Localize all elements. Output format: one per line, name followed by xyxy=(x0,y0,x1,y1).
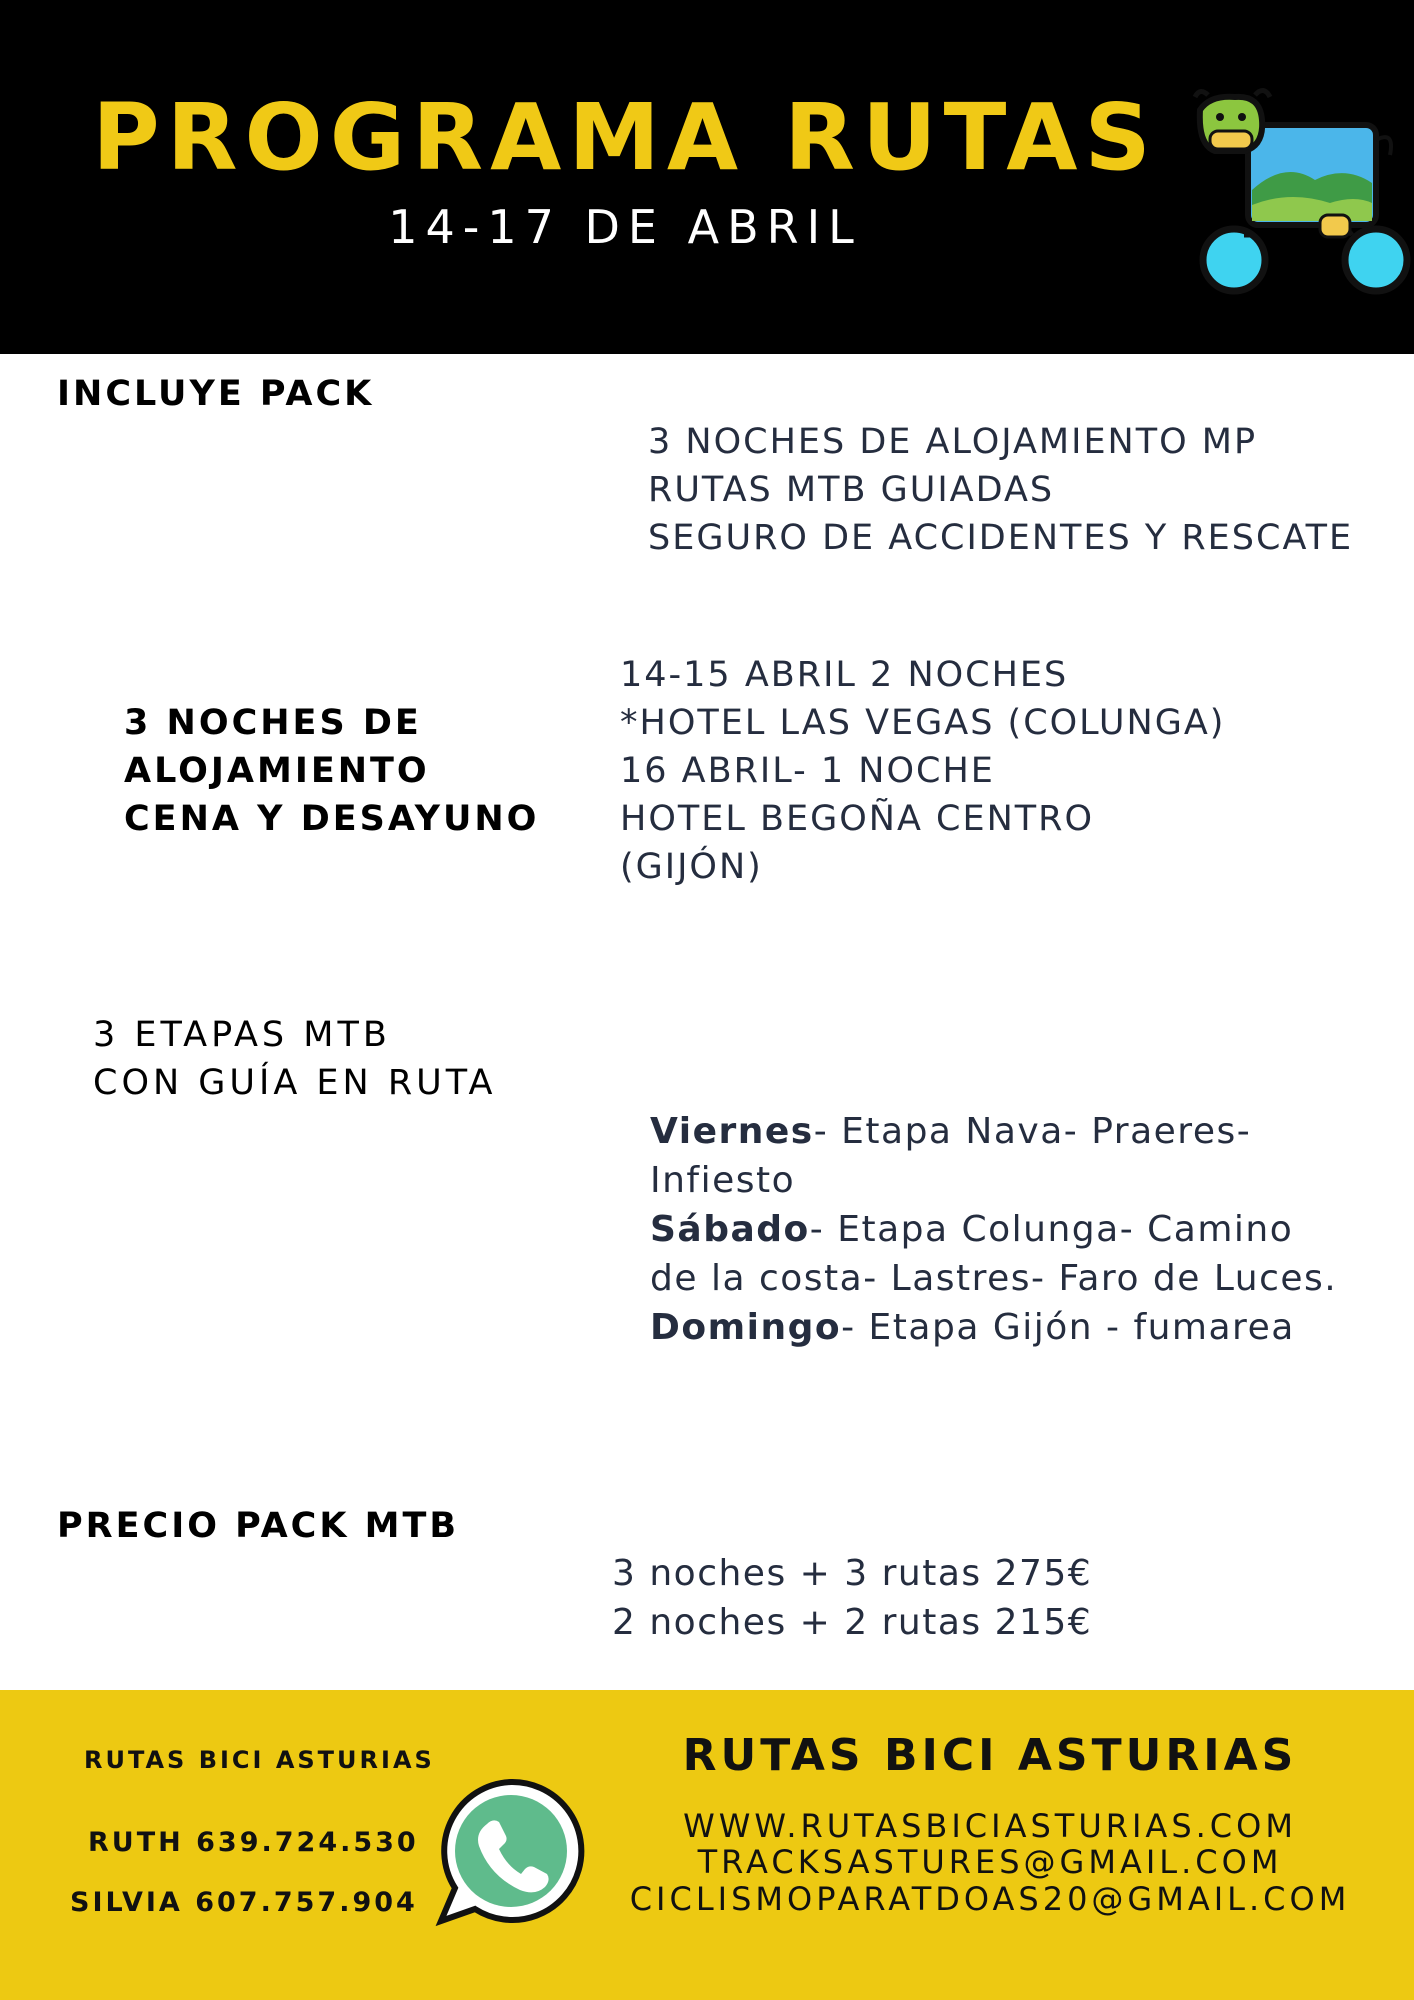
stage-day: Sábado xyxy=(650,1209,810,1250)
alojamiento-line-5: (GIJÓN) xyxy=(620,847,763,887)
precio-option-1: 3 noches + 3 rutas 275€ xyxy=(612,1553,1093,1594)
footer-website[interactable]: WWW.RUTASBICIASTURIAS.COM xyxy=(683,1807,1297,1845)
contact-silvia: SILVIA 607.757.904 xyxy=(70,1887,418,1918)
alojamiento-line-1: 14-15 ABRIL 2 NOCHES xyxy=(620,655,1069,695)
alojamiento-heading-line-1: 3 NOCHES DE xyxy=(124,703,422,743)
whatsapp-icon[interactable] xyxy=(435,1776,587,1928)
alojamiento-line-3: 16 ABRIL- 1 NOCHE xyxy=(620,751,995,791)
alojamiento-heading-line-3: CENA Y DESAYUNO xyxy=(124,799,540,839)
cartoon-cow-bike-icon xyxy=(1190,85,1414,295)
etapas-heading-line-2: CON GUÍA EN RUTA xyxy=(93,1063,497,1103)
precio-option-2: 2 noches + 2 rutas 215€ xyxy=(612,1602,1093,1643)
alojamiento-line-2: *HOTEL LAS VEGAS (COLUNGA) xyxy=(620,703,1226,743)
stage-domingo xyxy=(650,1303,1295,1352)
alojamiento-line-4: HOTEL BEGOÑA CENTRO xyxy=(620,799,1095,839)
precio-heading: PRECIO PACK MTB xyxy=(57,1506,460,1546)
stage-desc: - Etapa Nava- Praeres- xyxy=(813,1111,1252,1152)
stage-viernes-cont: Infiesto xyxy=(650,1160,796,1201)
stage-desc: - Etapa Colunga- Camino xyxy=(809,1209,1294,1250)
page-title: PROGRAMA RUTAS xyxy=(92,84,1158,191)
incluye-item-2: RUTAS MTB GUIADAS xyxy=(648,470,1055,510)
incluye-heading: INCLUYE PACK xyxy=(57,374,375,414)
stage-sabado-cont: de la costa- Lastres- Faro de Luces. xyxy=(650,1258,1338,1299)
stage-sabado xyxy=(650,1205,1293,1254)
footer-brand-big: RUTAS BICI ASTURIAS xyxy=(682,1730,1298,1781)
etapas-heading-line-1: 3 ETAPAS MTB xyxy=(93,1015,391,1055)
footer-email-2[interactable]: CICLISMOPARATDOAS20@GMAIL.COM xyxy=(629,1880,1351,1918)
stage-day: Viernes xyxy=(650,1111,814,1152)
contact-ruth: RUTH 639.724.530 xyxy=(88,1827,419,1858)
alojamiento-heading-line-2: ALOJAMIENTO xyxy=(124,751,430,791)
header-banner xyxy=(0,0,1414,354)
stage-day: Domingo xyxy=(650,1307,842,1348)
stage-viernes xyxy=(650,1107,1251,1156)
incluye-item-1: 3 NOCHES DE ALOJAMIENTO MP xyxy=(648,422,1258,462)
stage-desc: - Etapa Gijón - fumarea xyxy=(841,1307,1295,1348)
incluye-item-3: SEGURO DE ACCIDENTES Y RESCATE xyxy=(648,518,1354,558)
footer-email-1[interactable]: TRACKSASTURES@GMAIL.COM xyxy=(697,1843,1283,1881)
footer-brand-small: RUTAS BICI ASTURIAS xyxy=(84,1746,435,1774)
event-dates: 14-17 DE ABRIL xyxy=(388,200,862,254)
